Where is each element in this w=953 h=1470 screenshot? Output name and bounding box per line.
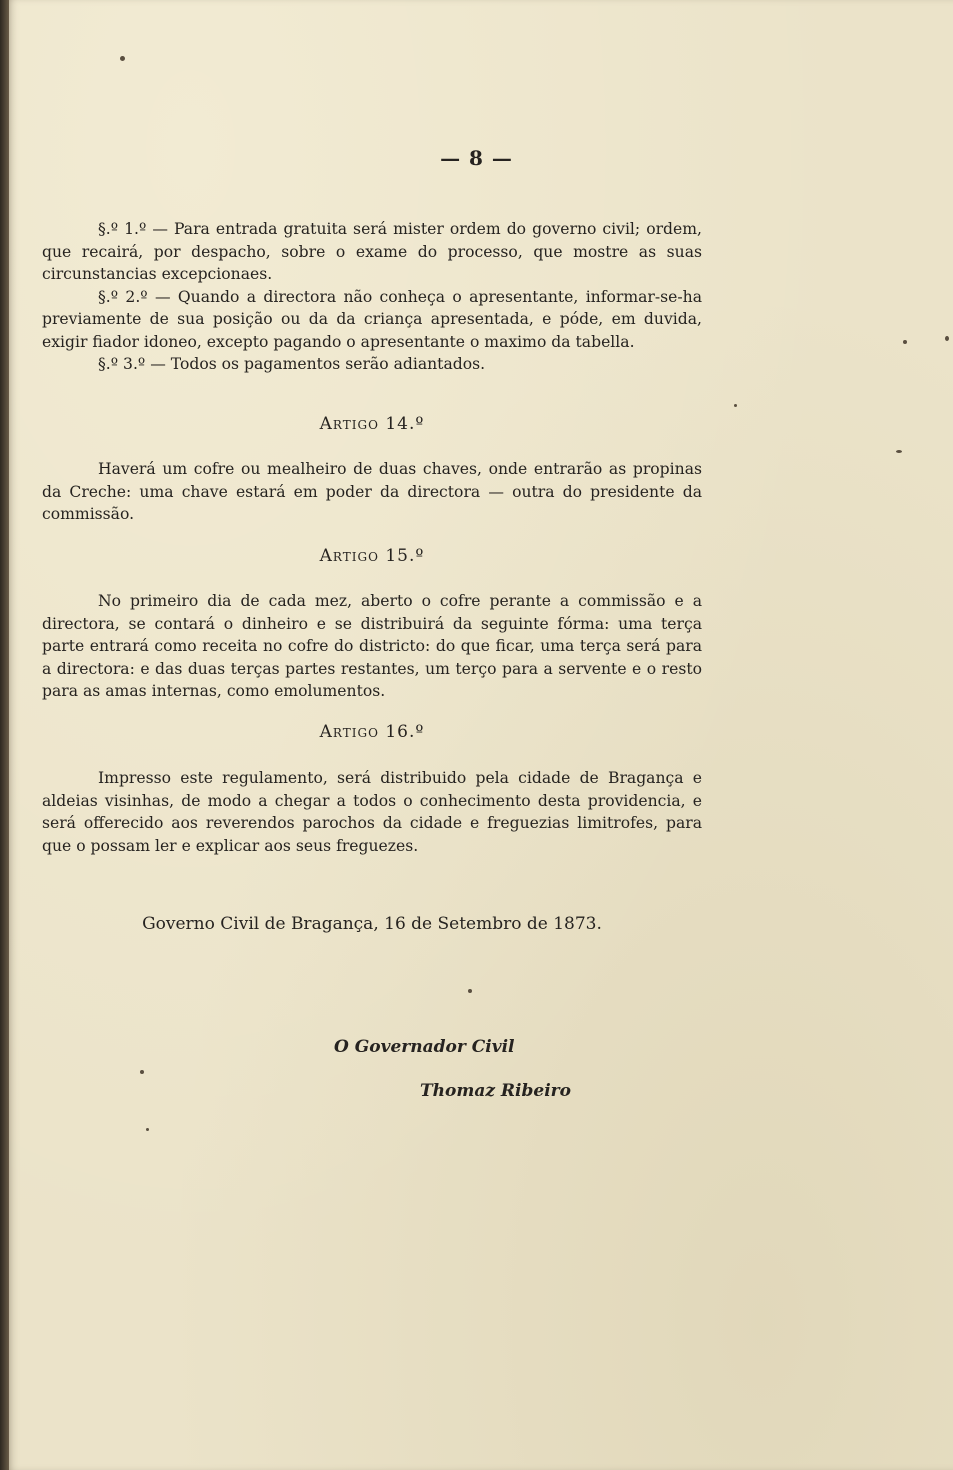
article-14-text: Haverá um cofre ou mealheiro de duas chaves, onde entrarão as propinas da Creche: uma chave estará em poder da directora — outra do presidente da commissão. <box>42 460 702 523</box>
signature-name: Thomaz Ribeiro <box>420 1081 571 1101</box>
article-15-heading: Artigo 15.º <box>319 546 425 566</box>
paragraph-1: §.º 1.º — Para entrada gratuita será mister ordem do governo civil; ordem, que recairá, por despacho, sobre o exame do processo, que mostre as suas circunstancias excepcionaes. <box>42 220 702 283</box>
article-15-text: No primeiro dia de cada mez, aberto o cofre perante a commissão e a directora, se contará o dinheiro e se distribuirá da seguinte fórma: uma terça parte entrará como receita no cofre do districto: do que ficar, uma terça será para a directora: e das duas terças partes restantes, um terço para a servente e o resto para as amas internas, como emolumentos. <box>42 592 702 700</box>
article-15-body <box>42 590 702 703</box>
page-number: — 8 — <box>440 146 513 170</box>
paragraph-3: §.º 3.º — Todos os pagamentos serão adiantados. <box>98 355 486 373</box>
article-14-body <box>42 458 702 526</box>
article-16-body <box>42 767 702 857</box>
signature-title: O Governador Civil <box>334 1037 515 1057</box>
paper-speck <box>140 1070 144 1074</box>
article-16-heading: Artigo 16.º <box>319 722 425 742</box>
paper-speck <box>896 450 902 453</box>
paper-speck <box>120 56 125 61</box>
dateline: Governo Civil de Bragança, 16 de Setembro de 1873. <box>142 914 602 934</box>
binding-edge <box>0 0 9 1470</box>
article-16-text: Impresso este regulamento, será distribuido pela cidade de Bragança e aldeias visinhas, de modo a chegar a todos o conhecimento desta providencia, e será offerecido aos reverendos parochos da cidade e freguezias limitrofes, para que o possam ler e explicar aos seus freguezes. <box>42 769 702 855</box>
paper-speck <box>903 340 907 344</box>
article-14-heading: Artigo 14.º <box>319 414 425 434</box>
paper-speck <box>734 404 737 407</box>
paper-speck <box>468 989 472 993</box>
paper-speck <box>945 336 949 341</box>
paper-speck <box>146 1128 149 1131</box>
paragraph-2: §.º 2.º — Quando a directora não conheça o apresentante, informar-se-ha previamente de sua posição ou da da criança apresentada, e póde, em duvida, exigir fiador idoneo, excepto pagando o apresentante o maximo da tabella. <box>42 287 702 351</box>
section-paragraphs <box>42 218 702 376</box>
